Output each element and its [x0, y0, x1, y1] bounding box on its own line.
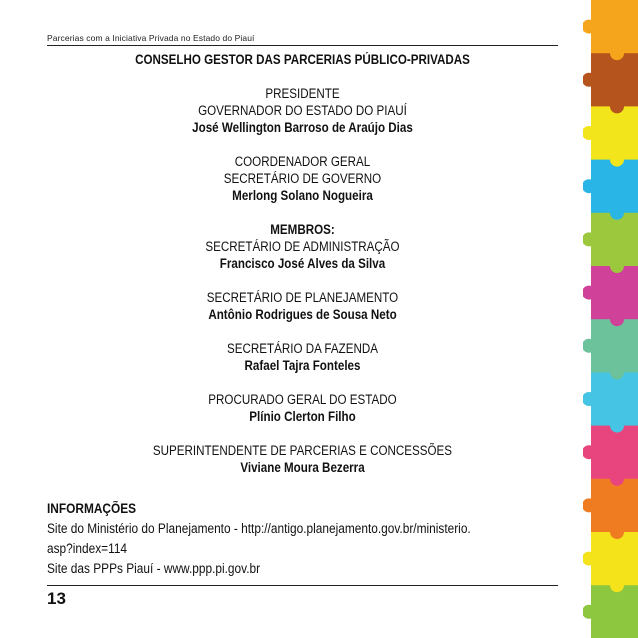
puzzle-piece	[583, 0, 638, 54]
puzzle-knob	[610, 46, 624, 60]
puzzle-knob	[610, 206, 624, 220]
role-title: SECRETÁRIO DE PLANEJAMENTO	[206, 290, 399, 305]
role-title: SECRETÁRIO DE ADMINISTRAÇÃO	[205, 239, 400, 254]
member-name: Viviane Moura Bezerra	[240, 460, 365, 475]
puzzle-piece	[583, 479, 638, 533]
puzzle-piece	[583, 319, 638, 373]
member-name: Rafael Tajra Fonteles	[244, 358, 361, 373]
info-section	[47, 499, 567, 579]
council-title: CONSELHO GESTOR DAS PARCERIAS PÚBLICO-PRIVADAS	[135, 52, 470, 67]
role-title: GOVERNADOR DO ESTADO DO PIAUÍ	[198, 103, 407, 118]
puzzle-piece	[583, 585, 638, 638]
member-name: Francisco José Alves da Silva	[219, 256, 386, 271]
council-section	[47, 51, 558, 476]
puzzle-piece	[583, 532, 638, 586]
member-name: Antônio Rodrigues de Sousa Neto	[208, 307, 397, 322]
member-name: José Wellington Barroso de Araújo Dias	[192, 120, 413, 135]
puzzle-knob	[610, 578, 624, 592]
role-title: COORDENADOR GERAL	[234, 154, 371, 169]
puzzle-piece	[583, 266, 638, 320]
footer-rule	[47, 585, 558, 586]
puzzle-piece	[583, 160, 638, 214]
puzzle-knob	[610, 312, 624, 326]
council-role-block	[47, 340, 558, 374]
role-title: SECRETÁRIO DE GOVERNO	[223, 171, 382, 186]
page-number: 13	[47, 589, 66, 608]
info-heading: INFORMAÇÕES	[47, 501, 137, 516]
council-role-block	[47, 442, 558, 476]
running-header: Parcerias com a Iniciativa Privada no Estado do Piauí	[47, 33, 255, 43]
puzzle-knob	[610, 99, 624, 113]
header-rule	[47, 45, 558, 46]
member-name: MEMBROS:	[270, 222, 335, 237]
puzzle-piece	[583, 53, 638, 107]
role-title: SUPERINTENDENTE DE PARCERIAS E CONCESSÕES	[152, 443, 453, 458]
council-role-block	[47, 221, 558, 272]
council-role-block	[47, 153, 558, 204]
puzzle-piece	[583, 106, 638, 160]
puzzle-piece	[583, 426, 638, 480]
council-role-block	[47, 391, 558, 425]
puzzle-knob	[610, 419, 624, 433]
puzzle-piece	[583, 372, 638, 426]
puzzle-decoration	[583, 0, 638, 638]
puzzle-knob	[610, 525, 624, 539]
info-ministry-link-continued[interactable]: asp?index=114	[47, 541, 128, 556]
role-title: PROCURADO GERAL DO ESTADO	[208, 392, 397, 407]
info-ministry-link[interactable]: Site do Ministério do Planejamento - http://antigo.planejamento.gov.br/ministerio.	[47, 521, 471, 536]
council-members	[47, 85, 558, 476]
member-name: Plínio Clerton Filho	[249, 409, 356, 424]
member-name: Merlong Solano Nogueira	[232, 188, 373, 203]
puzzle-knob	[610, 259, 624, 273]
puzzle-piece	[583, 213, 638, 267]
info-ppp-link[interactable]: Site das PPPs Piauí - www.ppp.pi.gov.br	[47, 561, 261, 576]
council-role-block	[47, 289, 558, 323]
role-title: SECRETÁRIO DA FAZENDA	[227, 341, 378, 356]
puzzle-knob	[610, 365, 624, 379]
puzzle-knob	[610, 472, 624, 486]
puzzle-knob	[610, 153, 624, 167]
role-title: PRESIDENTE	[265, 86, 340, 101]
council-role-block	[47, 85, 558, 136]
